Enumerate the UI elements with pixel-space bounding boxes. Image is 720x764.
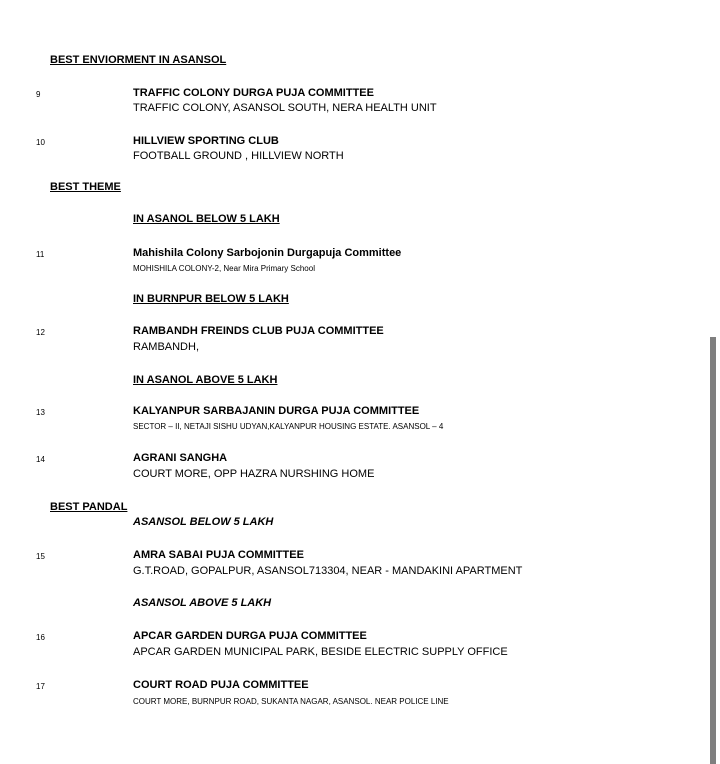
entry-number: 10 bbox=[36, 138, 45, 147]
entry-address: TRAFFIC COLONY, ASANSOL SOUTH, NERA HEALTH UNIT bbox=[133, 102, 437, 114]
section-heading-best-environment: BEST ENVIORMENT IN ASANSOL bbox=[50, 54, 227, 66]
entry-number: 16 bbox=[36, 633, 45, 642]
entry-name: RAMBANDH FREINDS CLUB PUJA COMMITTEE bbox=[133, 325, 384, 337]
subsection-heading: IN ASANOL ABOVE 5 LAKH bbox=[133, 374, 278, 386]
entry-number: 17 bbox=[36, 682, 45, 691]
entry-name: Mahishila Colony Sarbojonin Durgapuja Committee bbox=[133, 247, 402, 259]
entry-name: COURT ROAD PUJA COMMITTEE bbox=[133, 679, 309, 691]
entry-address: COURT MORE, OPP HAZRA NURSHING HOME bbox=[133, 468, 375, 480]
subsection-heading: ASANSOL ABOVE 5 LAKH bbox=[133, 597, 272, 609]
section-heading-best-pandal: BEST PANDAL bbox=[50, 501, 128, 513]
entry-number: 13 bbox=[36, 408, 45, 417]
entry-number: 14 bbox=[36, 455, 45, 464]
section-heading-best-theme: BEST THEME bbox=[50, 181, 121, 193]
entry-name: AGRANI SANGHA bbox=[133, 452, 228, 464]
entry-number: 12 bbox=[36, 328, 45, 337]
entry-name: HILLVIEW SPORTING CLUB bbox=[133, 135, 279, 147]
entry-address: COURT MORE, BURNPUR ROAD, SUKANTA NAGAR, ASANSOL. NEAR POLICE LINE bbox=[133, 697, 449, 706]
entry-name: APCAR GARDEN DURGA PUJA COMMITTEE bbox=[133, 630, 367, 642]
entry-number: 15 bbox=[36, 552, 45, 561]
entry-address: MOHISHILA COLONY-2, Near Mira Primary School bbox=[133, 264, 315, 273]
entry-address: SECTOR – II, NETAJI SISHU UDYAN,KALYANPUR HOUSING ESTATE. ASANSOL – 4 bbox=[133, 422, 444, 431]
entry-name: KALYANPUR SARBAJANIN DURGA PUJA COMMITTEE bbox=[133, 405, 420, 417]
entry-name: AMRA SABAI PUJA COMMITTEE bbox=[133, 549, 304, 561]
entry-number: 11 bbox=[36, 250, 45, 259]
subsection-heading: IN ASANOL BELOW 5 LAKH bbox=[133, 213, 280, 225]
entry-number: 9 bbox=[36, 90, 41, 99]
entry-name: TRAFFIC COLONY DURGA PUJA COMMITTEE bbox=[133, 87, 374, 99]
entry-address: G.T.ROAD, GOPALPUR, ASANSOL713304, NEAR - MANDAKINI APARTMENT bbox=[133, 565, 523, 577]
vertical-scrollbar[interactable] bbox=[710, 337, 716, 764]
subsection-heading: IN BURNPUR BELOW 5 LAKH bbox=[133, 293, 289, 305]
entry-address: FOOTBALL GROUND , HILLVIEW NORTH bbox=[133, 150, 344, 162]
entry-address: RAMBANDH, bbox=[133, 341, 200, 353]
subsection-heading: ASANSOL BELOW 5 LAKH bbox=[133, 516, 274, 528]
entry-address: APCAR GARDEN MUNICIPAL PARK, BESIDE ELECTRIC SUPPLY OFFICE bbox=[133, 646, 508, 658]
